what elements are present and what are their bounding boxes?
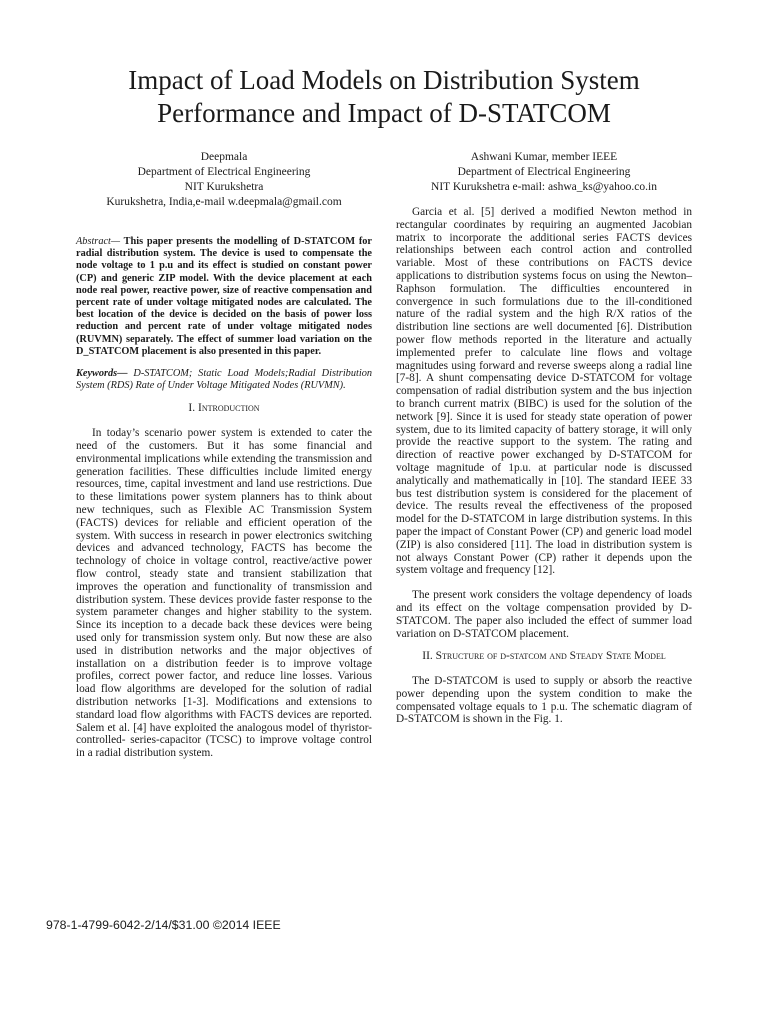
author-block-1 [76,150,372,210]
paragraph: In today’s scenario power system is extended to cater the need of the customers. But it has some financial and environmental implications while extending the transmission and generation facilities. These difficulties include limited energy resources, time, capital investment and land use restrictions. Due to these limitations power system planners has to think about new techniques, such as Flexible AC Transmission System (FACTS) devices for reliable and efficient operation of the system. With success in research in power electronics switching devices and advanced technology, FACTS has become the technology of choice in voltage control, reactive/active power flow control, steady state and transient stabilization that improves the operation and functionality of transmission and distribution system. These devices provide faster response to the system parameter changes and higher stability to the system. Since its inception to a decade back these devices were being used only for transmission system only. But now these are also used in distribution networks and the major objectives of installation on a distribution feeder is to improve voltage profiles, correct power factor, and reduce line losses. Various load flow algorithms are developed for the solution of radial distribution networks [1-3]. Modifications and extensions to standard load flow algorithms with FACTS devices are reported. Salem et al. [4] have exploited the analogous model of thyristor-controlled- series-capacitor (TCSC) to improve voltage control in a radial distribution system. [76,427,372,760]
author-block-2 [396,150,692,195]
author-contact: Kurukshetra, India,e-mail w.deepmala@gmail.com [106,196,342,208]
paragraph: The D-STATCOM is used to supply or absorb the reactive power depending upon the system condition to make the compensated voltage equals to 1 p.u. The schematic diagram of D-STATCOM is shown in the Fig. 1. [396,675,692,726]
abstract-text: This paper presents the modelling of D-STATCOM for radial distribution system. The device is used to compensate the node voltage to 1 p.u and its effect is studied on constant power (CP) and generic ZIP model. With the device placement at each node real power, reactive power, size of reactive compensation and percent rate of under voltage mitigated nodes are calculated. The best location of the device is decided on the basis of power loss reduction and percent rate of under voltage mitigated nodes (RUVMN) separately. The effect of summer load variation on the D_STATCOM placement is also presented in this paper. [76,236,372,357]
author-affiliation: Department of Electrical Engineering [137,166,311,178]
abstract [76,236,372,358]
section-heading-introduction: I. Introduction [188,402,260,415]
abstract-label: Abstract— [76,236,121,247]
author-affiliation: NIT Kurukshetra e-mail: ashwa_ks@yahoo.co.in [431,181,657,193]
section-heading-structure: II. Structure of d-statcom and Steady State Model [422,650,666,663]
paper-title: Impact of Load Models on Distribution System Performance and Impact of D-STATCOM [128,65,640,128]
right-column [396,206,692,726]
author-name: Ashwani Kumar, member IEEE [470,151,618,163]
author-affiliation: Department of Electrical Engineering [457,166,631,178]
keywords [76,368,372,392]
author-name: Deepmala [200,151,248,163]
copyright-footer: 978-1-4799-6042-2/14/$31.00 ©2014 IEEE [46,918,281,932]
left-column [76,236,372,760]
author-affiliation: NIT Kurukshetra [184,181,264,193]
keywords-text: D-STATCOM; Static Load Models;Radial Distribution System (RDS) Rate of Under Voltage Mitigated Nodes (RUVMN). [76,368,372,392]
paragraph: Garcia et al. [5] derived a modified Newton method in rectangular coordinates by requiring an augmented Jacobian matrix to incorporate the additional series FACTS devices relationships between each control action and controlled variable. Most of these contributions on FACTS device applications to distribution systems focus on using the Newton–Raphson formulation. The difficulties encountered in convergence in such formulations due to the ill-conditioned nature of the radial system and the high R/X ratios of the distribution line sections are well documented [6]. Distribution power flow methods reported in the literature and actually implemented prefer to calculate line flows and voltage magnitudes using forward and reverse sweeps along a radial line [7-8]. A shunt compensating device D-STATCOM for voltage compensation of radial distribution system and the bus injection to branch current matrix (BIBC) is used for the solution of the network [9]. Since it is used for steady state operation of power system, due to its limited capacity of battery storage, it will only provide the reactive support to the system. The rating and direction of reactive power exchanged by D-STATCOM for voltage magnitude of 1p.u. at particular node is discussed analytically and mathematically in [10]. The standard IEEE 33 bus test distribution system is considered for the placement of device. The results reveal the effectiveness of the proposed model for the D-STATCOM in large distribution systems. In this paper the impact of Constant Power (CP) and generic load model (ZIP) is also considered [11]. The load in distribution system is not always Constant Power (CP) rather it depends upon the system voltage and frequency [12]. [396,206,692,577]
paragraph: The present work considers the voltage dependency of loads and its effect on the voltage compensation provided by D-STATCOM. The paper also included the effect of summer load variation on D-STATCOM placement. [396,589,692,640]
keywords-label: Keywords— [76,368,128,380]
